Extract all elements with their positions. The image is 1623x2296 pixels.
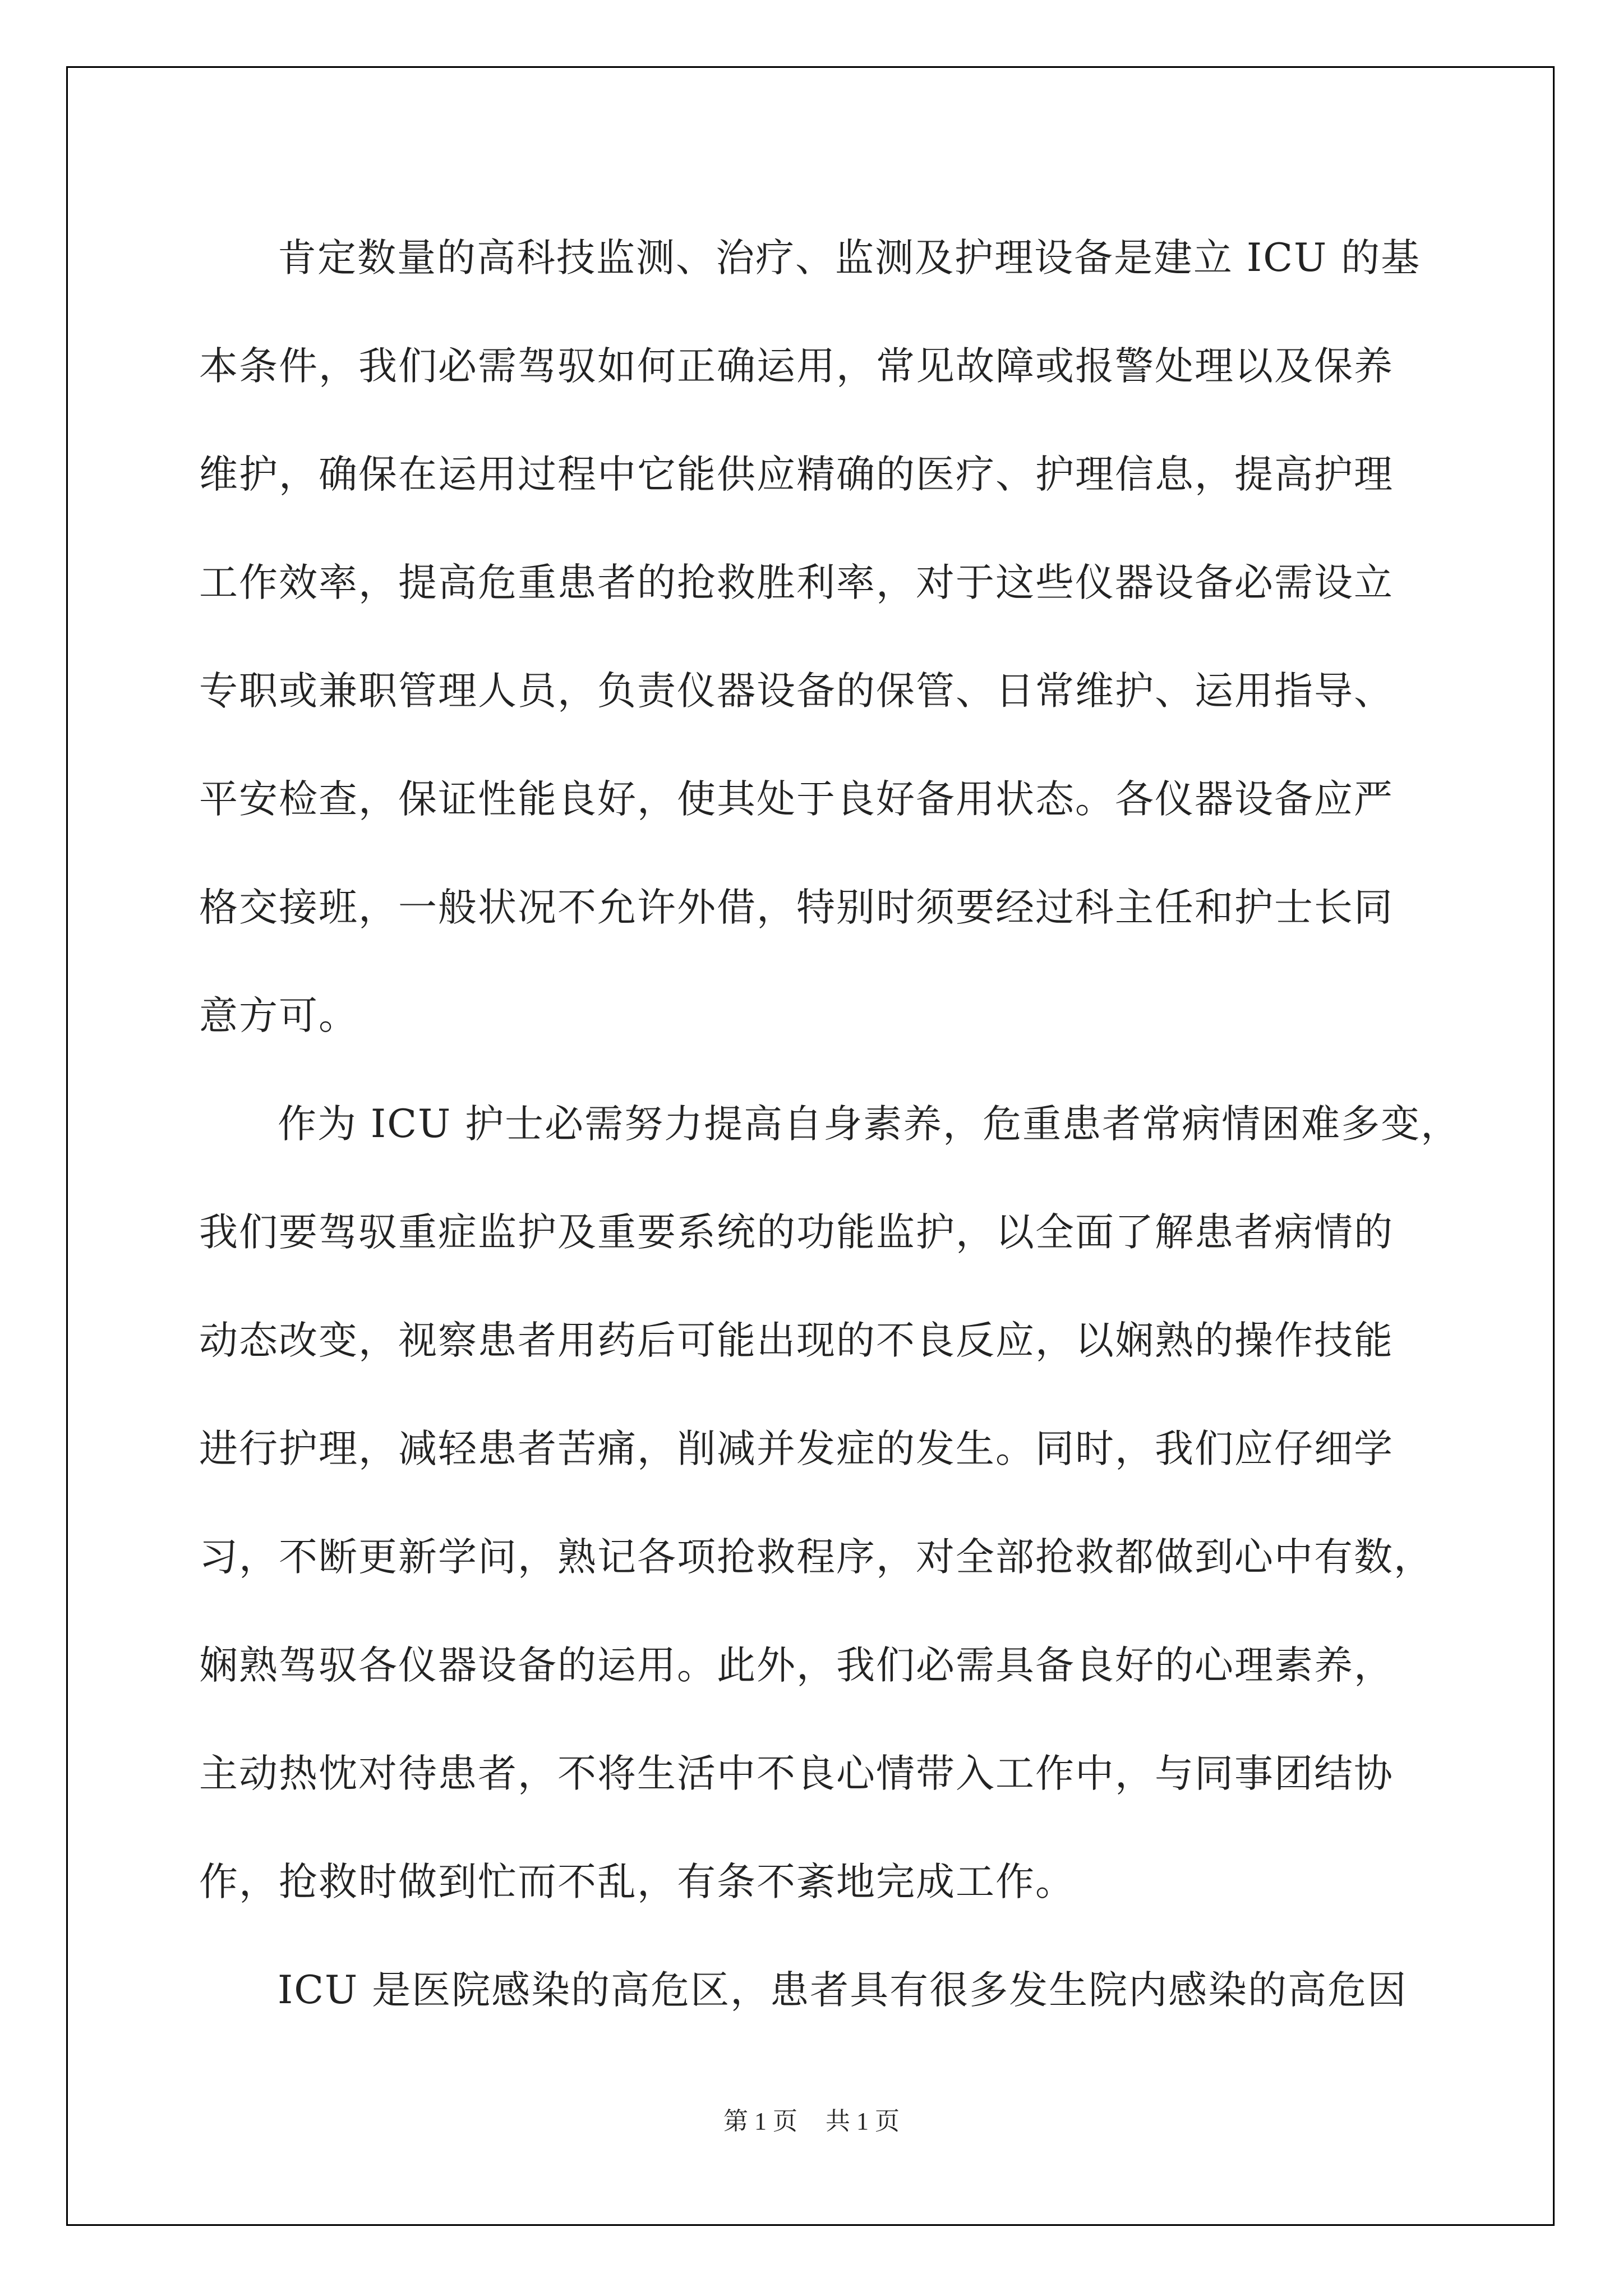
page-footer <box>0 2101 1623 2137</box>
paragraph-1-line-1: 肯定数量的高科技监测、治疗、监测及护理设备是建立 ICU 的基 <box>278 236 1421 280</box>
paragraph-1-line-5: 专职或兼职管理人员，负责仪器设备的保管、日常维护、运用指导、 <box>199 669 1394 714</box>
paragraph-1-line-4: 工作效率，提高危重患者的抢救胜利率，对于这些仪器设备必需设立 <box>199 560 1394 605</box>
paragraph-2-line-8: 作，抢救时做到忙而不乱，有条不紊地完成工作。 <box>199 1860 1075 1904</box>
paragraph-2-line-6: 娴熟驾驭各仪器设备的运用。此外，我们必需具备良好的心理素养， <box>199 1643 1394 1688</box>
page-total: 共 1 页 <box>826 2108 900 2135</box>
paragraph-1-line-2: 本条件，我们必需驾驭如何正确运用，常见故障或报警处理以及保养 <box>199 344 1394 389</box>
paragraph-1-line-3: 维护，确保在运用过程中它能供应精确的医疗、护理信息，提高护理 <box>199 452 1394 497</box>
paragraph-2-line-5: 习，不断更新学问，熟记各项抢救程序，对全部抢救都做到心中有数， <box>199 1535 1433 1580</box>
document-body <box>199 204 1461 2045</box>
paragraph-3-line-1: ICU 是医院感染的高危区，患者具有很多发生院内感染的高危因 <box>278 1968 1408 2013</box>
paragraph-1-line-7: 格交接班，一般状况不允许外借，特别时须要经过科主任和护士长同 <box>199 885 1394 930</box>
paragraph-1-line-8: 意方可。 <box>199 993 358 1038</box>
paragraph-2-line-3: 动态改变，视察患者用药后可能出现的不良反应，以娴熟的操作技能 <box>199 1318 1394 1363</box>
paragraph-2-line-7: 主动热忱对待患者，不将生活中不良心情带入工作中，与同事团结协 <box>199 1751 1394 1796</box>
paragraph-2-line-4: 进行护理，减轻患者苦痛，削减并发症的发生。同时，我们应仔细学 <box>199 1427 1394 1471</box>
paragraph-2-line-2: 我们要驾驭重症监护及重要系统的功能监护，以全面了解患者病情的 <box>199 1210 1394 1255</box>
paragraph-2-line-1: 作为 ICU 护士必需努力提高自身素养，危重患者常病情困难多变， <box>278 1102 1461 1147</box>
page-number: 第 1 页 <box>723 2108 797 2135</box>
paragraph-1-line-6: 平安检查，保证性能良好，使其处于良好备用状态。各仪器设备应严 <box>199 777 1394 822</box>
